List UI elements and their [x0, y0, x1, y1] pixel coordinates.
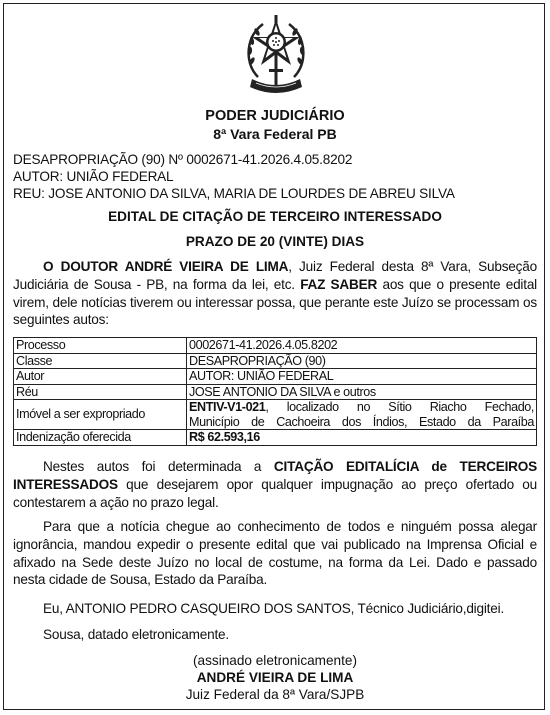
- signature-note: (assinado eletronicamente): [193, 653, 357, 668]
- table-cell-label: Classe: [14, 353, 187, 369]
- table-cell-label: Indenização oferecida: [14, 430, 187, 446]
- signature-role: Juiz Federal da 8ª Vara/SJPB: [185, 687, 365, 702]
- indemnity-amount: R$ 62.593,16: [189, 430, 260, 444]
- intro-text-1: , Juiz Federal desta 8ª Vara, Subseção Judiciária de Sousa - PB, na forma da lei, etc.: [13, 259, 537, 292]
- imovel-line-1: [189, 400, 534, 415]
- table-row: [14, 400, 537, 430]
- table-row: [14, 353, 537, 369]
- case-author-line: AUTOR: UNIÃO FEDERAL: [13, 169, 174, 184]
- judge-name: O DOUTOR ANDRÉ VIEIRA DE LIMA: [43, 259, 289, 274]
- typist-paragraph: Eu, ANTONIO PEDRO CASQUEIRO DOS SANTOS, Técnico Judiciário,digitei.: [43, 601, 505, 616]
- case-defendant-line: REU: JOSE ANTONIO DA SILVA, MARIA DE LOURDES DE ABREU SILVA: [13, 186, 455, 201]
- table-row: [14, 369, 537, 385]
- citation-paragraph: [13, 458, 537, 511]
- table-row: [14, 338, 537, 354]
- publication-paragraph: Para que a notícia chegue ao conhecimento de todos e ninguém possa alegar ignorância, mandou expedir o presente edital que vai publicado na Imprensa Oficial e afixado na Sede deste Juízo no local de costume, na forma da Lei. Dado e passado nesta cidade de Sousa, Estado da Paraíba.: [13, 519, 537, 588]
- table-cell-value: [187, 400, 537, 430]
- date-paragraph: Sousa, datado eletronicamente.: [43, 627, 229, 642]
- imovel-location-2: Município de Cachoeira dos Índios, Estado da Paraíba: [189, 414, 534, 429]
- signature-name: ANDRÉ VIEIRA DE LIMA: [196, 670, 354, 685]
- coat-of-arms-emblem: [244, 11, 308, 99]
- faz-saber: FAZ SABER: [300, 276, 378, 292]
- table-cell-label: Processo: [14, 338, 187, 354]
- table-cell-label: Imóvel a ser expropriado: [14, 400, 187, 430]
- process-details-table: [13, 337, 537, 446]
- vara-name: 8ª Vara Federal PB: [213, 126, 337, 142]
- court-name: PODER JUDICIÁRIO: [205, 108, 345, 124]
- table-cell-value: 0002671-41.2026.4.05.8202: [187, 338, 537, 354]
- edital-title: EDITAL DE CITAÇÃO DE TERCEIRO INTERESSADO: [108, 209, 442, 224]
- citation-text-2: que desejarem opor qualquer impugnação ao preço ofertado ou contestarem a ação no prazo legal.: [13, 476, 537, 510]
- table-cell-value: DESAPROPRIAÇÃO (90): [187, 353, 537, 369]
- table-row: [14, 384, 537, 400]
- case-process-line: DESAPROPRIAÇÃO (90) Nº 0002671-41.2026.4.05.8202: [13, 152, 353, 167]
- table-cell-value: AUTOR: UNIÃO FEDERAL: [187, 369, 537, 385]
- table-cell-value: [187, 430, 537, 446]
- table-cell-value: JOSE ANTONIO DA SILVA e outros: [187, 384, 537, 400]
- imovel-location-1: , localizado no Sítio Riacho Fechado,: [265, 400, 534, 414]
- intro-text-2: aos que o presente edital virem, dele notícias tiverem ou interessar possa, que perante este Juízo se processam os seguintes autos:: [13, 276, 538, 328]
- table-cell-label: Autor: [14, 369, 187, 385]
- table-row: [14, 430, 537, 446]
- deadline-title: PRAZO DE 20 (VINTE) DIAS: [185, 234, 365, 249]
- citation-text-1: Nestes autos foi determinada a: [43, 459, 274, 474]
- table-cell-label: Réu: [14, 384, 187, 400]
- intro-paragraph: [13, 258, 537, 329]
- citation-bold: CITAÇÃO EDITALÍCIA de TERCEIROS INTERESSADOS: [13, 459, 537, 492]
- imovel-code: ENTIV-V1-021: [189, 400, 266, 414]
